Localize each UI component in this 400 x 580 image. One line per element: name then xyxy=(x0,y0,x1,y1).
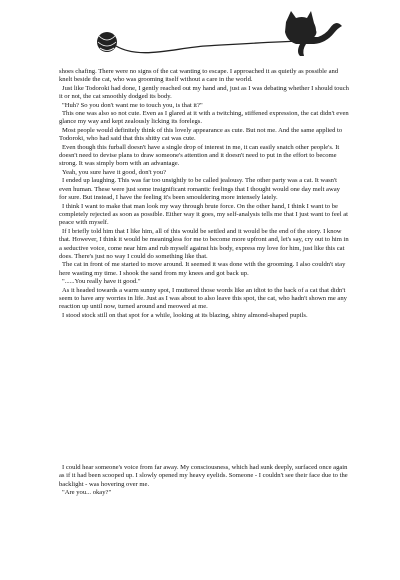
paragraph: I think I want to make that man look my way through brute force. On the other hand, I think I want to be completely rejected as soon as possible. Either way it goes, my self-analysis tells me that I just want to feel at peace with myself. xyxy=(59,202,348,227)
paragraph: Most people would definitely think of this lovely appearance as cute. But not me. And the same applied to Todoroki, who had said that this shitty cat was cute. xyxy=(59,126,343,143)
page-text-section-2 xyxy=(59,464,349,498)
paragraph: "Are you... okay?" xyxy=(62,489,112,497)
paragraph: shoes chafing. There were no signs of the cat wanting to escape. I approached it as quietly as possible and knelt beside the cat, who was grooming itself without a care in the world. xyxy=(59,68,339,84)
paragraph: I ended up laughing. This was far too unsightly to be called jealousy. The other party was a cat. It wasn't even human. These were just some insignificant romantic feelings that I thought would one day melt away for sure. But instead, I have the feeling it's been smouldering more intensely lately. xyxy=(59,177,340,202)
yarn-ball-icon xyxy=(97,32,117,52)
paragraph: If I briefly told him that I like him, all of this would be settled and it would be the end of the story. I know that. However, I think it would be meaningless for me to become more upfront and, let's say, cry out to him in a seductive voice, come near him and rub myself against his body, express my love for him, just like this cat does. There's just no way I could do something like that. xyxy=(59,227,349,260)
paragraph: Yeah, you sure have it good, don't you? xyxy=(62,168,166,176)
paragraph: "Huh? So you don't want me to touch you, is that it?" xyxy=(62,101,203,109)
paragraph: Just like Todoroki had done, I gently reached out my hand and, just as I was debating whether I should touch it or not, the cat smoothly dodged its body. xyxy=(59,84,349,101)
paragraph: I stood stock still on that spot for a while, looking at its blazing, shiny almond-shaped pupils. xyxy=(62,311,308,319)
paragraph: I could hear someone's voice from far away. My consciousness, which had sunk deeply, surfaced once again as if it had been scooped up. I slowly opened my heavy eyelids. Someone - I couldn't see their face due to the backlight - was hovering over me. xyxy=(59,464,348,488)
cat-silhouette-icon xyxy=(285,11,342,56)
paragraph: The cat in front of me started to move around. It seemed it was done with the grooming. I also couldn't stay here wasting my time. I shook the sand from my knees and got back up. xyxy=(59,261,346,277)
page-text xyxy=(59,68,349,320)
paragraph: As it headed towards a warm sunny spot, I muttered those words like an idiot to the back of a cat that didn't seem to have any worries in life. Just as I was about to also leave this spot, the cat, who hadn't shown me any reaction up until now, turned around and meowed at me. xyxy=(59,286,347,311)
paragraph: This one was also so not cute. Even as I glared at it with a twitching, stiffened expression, the cat didn't even glance my way and kept zealously licking its forelegs. xyxy=(59,110,349,126)
paragraph: "......You really have it good." xyxy=(62,278,141,286)
header-decoration xyxy=(0,0,400,70)
paragraph: Even though this furball doesn't have a single drop of interest in me, it can easily snatch other people's. It doesn't need to devise plans to draw someone's attention and it doesn't need to put in the effort to become strong. It was simply born with an advantage. xyxy=(59,143,340,168)
